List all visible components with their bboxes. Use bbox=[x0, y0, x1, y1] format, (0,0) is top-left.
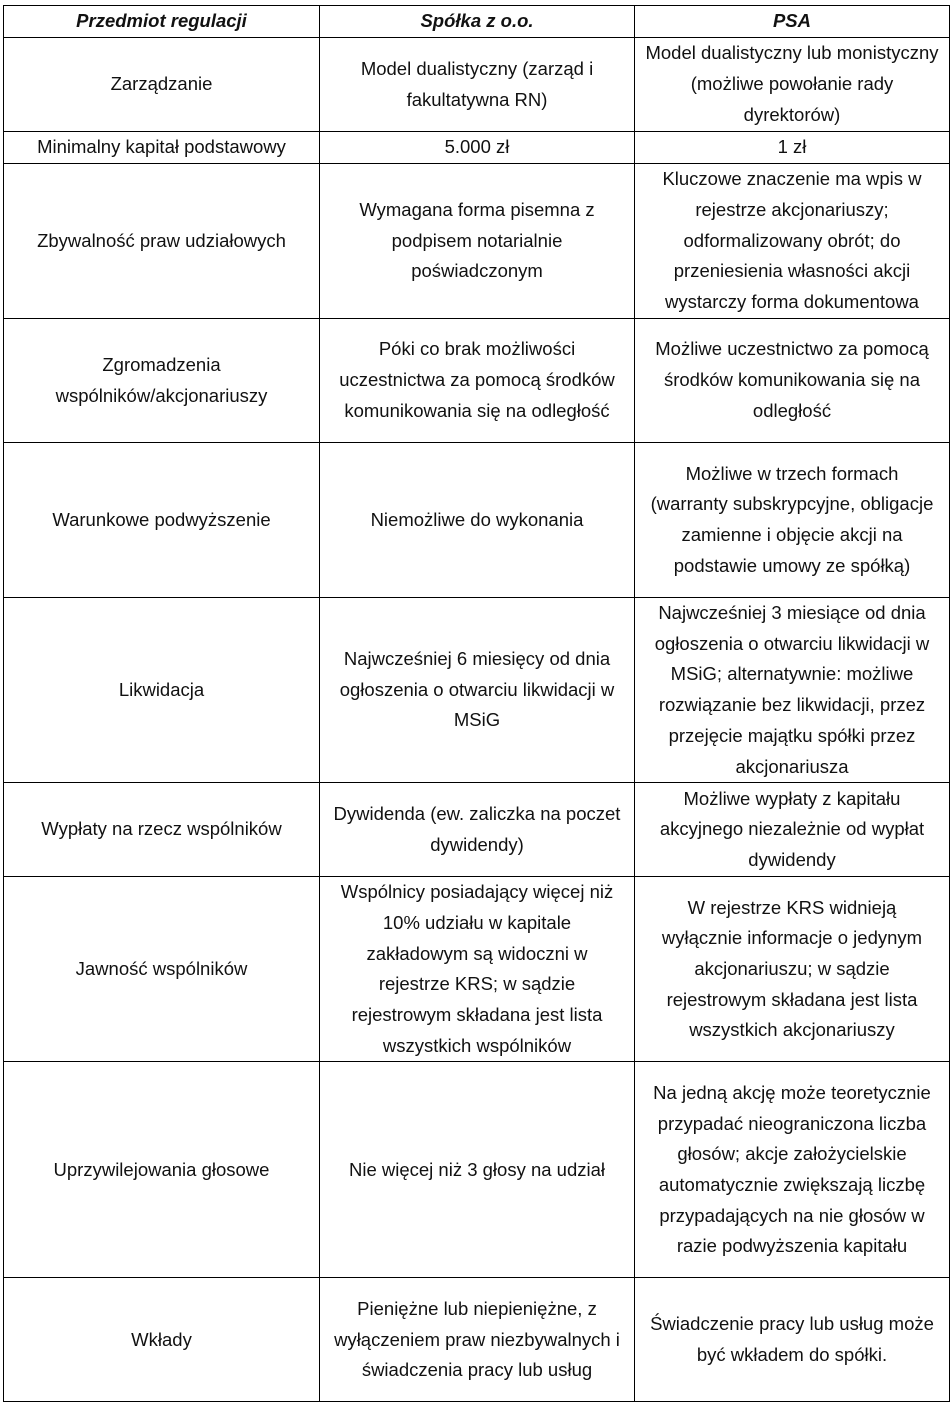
row-spolka-zoo: Wspólnicy posiadający więcej niż 10% udziału w kapitale zakładowym są widoczni w rejestrze KRS; w sądzie rejestrowym składana jest lista wszystkich wspólników bbox=[320, 877, 635, 1062]
table-row bbox=[4, 877, 950, 1062]
table-row bbox=[4, 1062, 950, 1278]
header-subject: Przedmiot regulacji bbox=[4, 6, 320, 38]
row-subject: Minimalny kapitał podstawowy bbox=[4, 132, 320, 164]
row-psa: Możliwe uczestnictwo za pomocą środków komunikowania się na odległość bbox=[635, 319, 950, 443]
row-psa: Najwcześniej 3 miesiące od dnia ogłoszenia o otwarciu likwidacji w MSiG; alternatywnie: możliwe rozwiązanie bez likwidacji, przez przejęcie majątku spółki przez akcjonariusza bbox=[635, 598, 950, 783]
row-subject: Wypłaty na rzecz wspólników bbox=[4, 783, 320, 877]
row-spolka-zoo: Dywidenda (ew. zaliczka na poczet dywidendy) bbox=[320, 783, 635, 877]
row-spolka-zoo: Pieniężne lub niepieniężne, z wyłączeniem praw niezbywalnych i świadczenia pracy lub usług bbox=[320, 1278, 635, 1402]
row-subject: Zgromadzenia wspólników/akcjonariuszy bbox=[4, 319, 320, 443]
row-spolka-zoo: Model dualistyczny (zarząd i fakultatywna RN) bbox=[320, 38, 635, 132]
row-psa: Na jedną akcję może teoretycznie przypadać nieograniczona liczba głosów; akcje założycielskie automatycznie zwiększają liczbę przypadających na nie głosów w razie podwyższenia kapitału bbox=[635, 1062, 950, 1278]
table-row bbox=[4, 598, 950, 783]
row-psa: Możliwe w trzech formach (warranty subskrypcyjne, obligacje zamienne i objęcie akcji na podstawie umowy ze spółką) bbox=[635, 443, 950, 598]
row-psa: 1 zł bbox=[635, 132, 950, 164]
row-spolka-zoo: Nie więcej niż 3 głosy na udział bbox=[320, 1062, 635, 1278]
row-subject: Zbywalność praw udziałowych bbox=[4, 164, 320, 319]
comparison-table bbox=[3, 5, 950, 1402]
row-psa: Kluczowe znaczenie ma wpis w rejestrze akcjonariuszy; odformalizowany obrót; do przeniesienia własności akcji wystarczy forma dokumentowa bbox=[635, 164, 950, 319]
table-row bbox=[4, 38, 950, 132]
row-psa: Model dualistyczny lub monistyczny (możliwe powołanie rady dyrektorów) bbox=[635, 38, 950, 132]
table-row bbox=[4, 132, 950, 164]
row-spolka-zoo: Póki co brak możliwości uczestnictwa za pomocą środków komunikowania się na odległość bbox=[320, 319, 635, 443]
row-subject: Jawność wspólników bbox=[4, 877, 320, 1062]
row-spolka-zoo: Wymagana forma pisemna z podpisem notarialnie poświadczonym bbox=[320, 164, 635, 319]
header-psa: PSA bbox=[635, 6, 950, 38]
row-subject: Warunkowe podwyższenie bbox=[4, 443, 320, 598]
row-spolka-zoo: Najwcześniej 6 miesięcy od dnia ogłoszenia o otwarciu likwidacji w MSiG bbox=[320, 598, 635, 783]
row-subject: Uprzywilejowania głosowe bbox=[4, 1062, 320, 1278]
row-subject: Zarządzanie bbox=[4, 38, 320, 132]
header-spolka-zoo: Spółka z o.o. bbox=[320, 6, 635, 38]
table-row bbox=[4, 1278, 950, 1402]
table-row bbox=[4, 164, 950, 319]
row-subject: Wkłady bbox=[4, 1278, 320, 1402]
header-row bbox=[4, 6, 950, 38]
row-psa: W rejestrze KRS widnieją wyłącznie informacje o jedynym akcjonariuszu; w sądzie rejestrowym składana jest lista wszystkich akcjonariuszy bbox=[635, 877, 950, 1062]
row-psa: Świadczenie pracy lub usług może być wkładem do spółki. bbox=[635, 1278, 950, 1402]
row-subject: Likwidacja bbox=[4, 598, 320, 783]
row-psa: Możliwe wypłaty z kapitału akcyjnego niezależnie od wypłat dywidendy bbox=[635, 783, 950, 877]
row-spolka-zoo: 5.000 zł bbox=[320, 132, 635, 164]
row-spolka-zoo: Niemożliwe do wykonania bbox=[320, 443, 635, 598]
table-row bbox=[4, 443, 950, 598]
table-row bbox=[4, 783, 950, 877]
table-row bbox=[4, 319, 950, 443]
